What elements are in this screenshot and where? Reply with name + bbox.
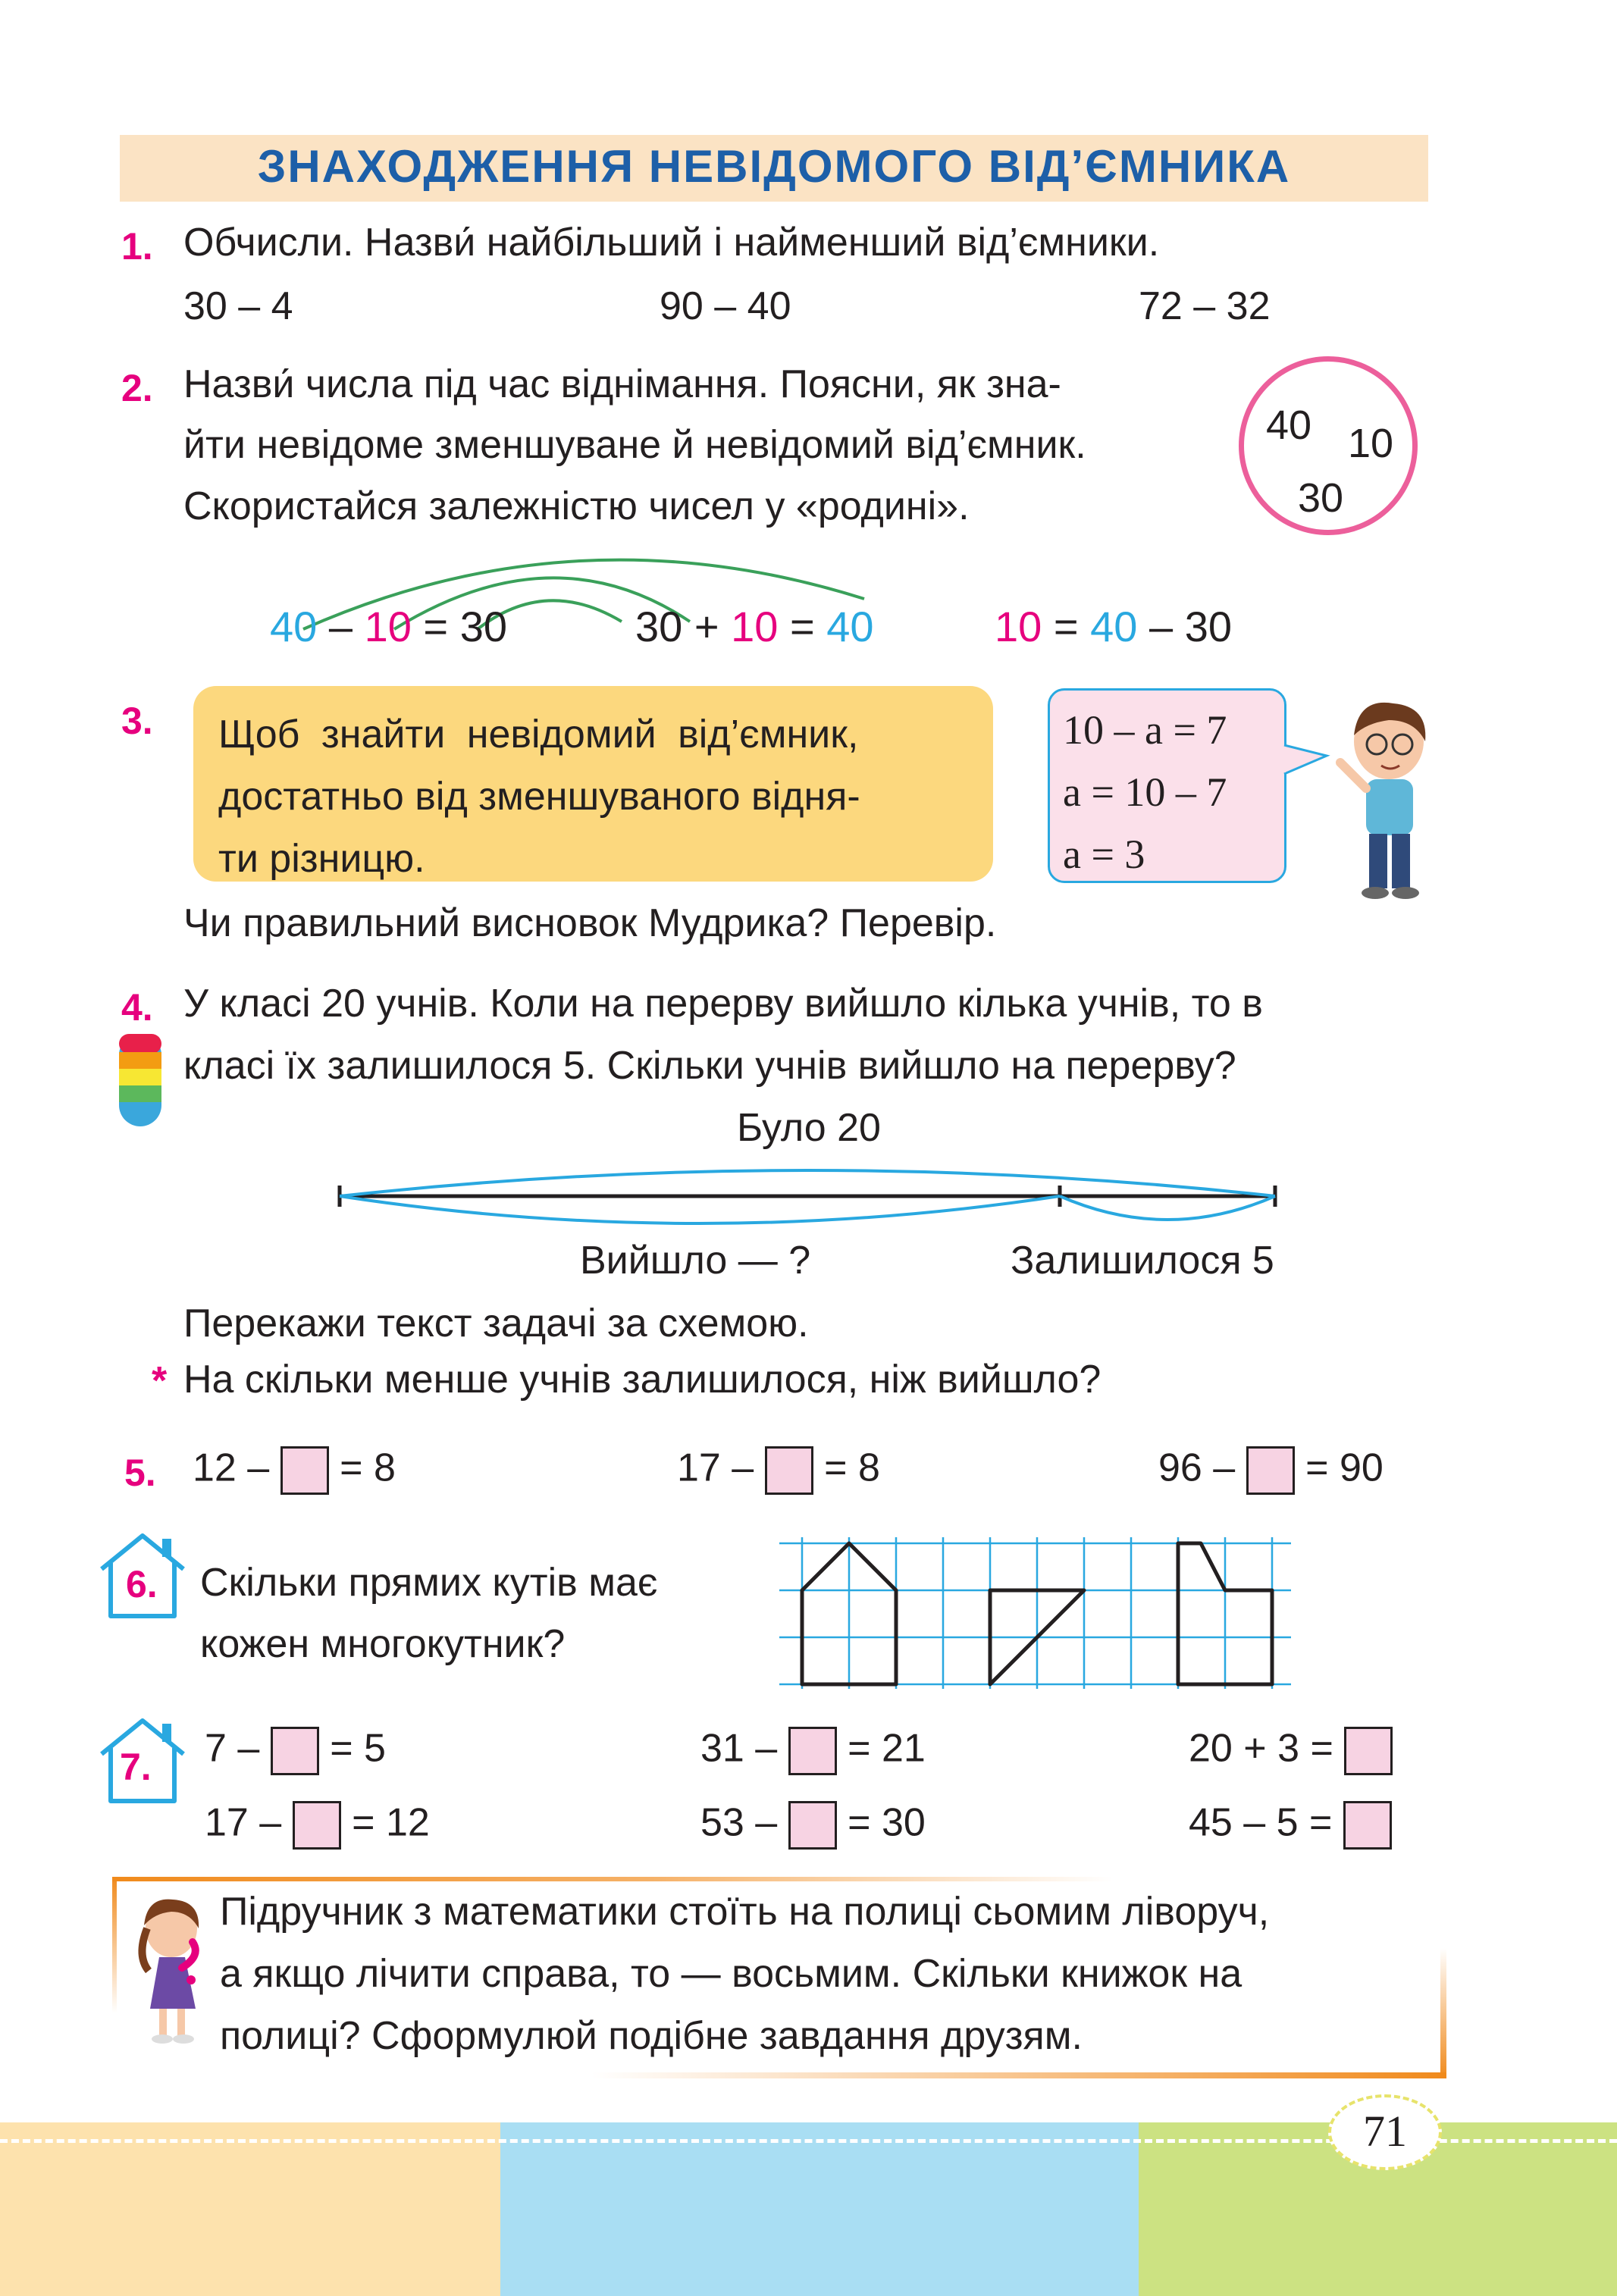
- task2-line-1: Назви́ числа під час віднімання. Поясни, як зна-: [183, 362, 1061, 406]
- answer-box[interactable]: [293, 1801, 341, 1850]
- polygons-grid: [779, 1537, 1291, 1689]
- puzzle-line-1: Підручник з математики стоїть на полиці сьомим ліворуч,: [220, 1890, 1270, 1934]
- task7-ex-2: 31 – = 21: [700, 1727, 926, 1775]
- answer-box[interactable]: [1246, 1446, 1295, 1495]
- task4-number: 4.: [121, 986, 153, 1029]
- task3-number: 3.: [121, 700, 153, 742]
- task7-ex-6: 45 – 5 =: [1189, 1801, 1392, 1850]
- scheme-label-total: Було 20: [737, 1106, 881, 1150]
- circle-number-40: 40: [1266, 403, 1312, 448]
- bubble-line-1: 10 – a = 7: [1063, 707, 1227, 753]
- puzzle-line-3: полиці? Сформулюй подібне завдання друзям.: [220, 2014, 1083, 2058]
- task1-ex-1: 30 – 4: [183, 284, 293, 328]
- task4-extra: На скільки менше учнів залишилося, ніж вийшло?: [183, 1358, 1102, 1402]
- task7-number: 7.: [120, 1746, 152, 1788]
- answer-box[interactable]: [280, 1446, 329, 1495]
- task4-retell: Перекажи текст задачі за схемою.: [183, 1301, 809, 1345]
- task5-ex-3: 96 – = 90: [1158, 1446, 1384, 1495]
- puzzle-line-2: а якщо лічити справа, то — восьмим. Скільки книжок на: [220, 1952, 1243, 1996]
- difficulty-level-icon: [118, 1032, 165, 1129]
- star-marker: *: [152, 1359, 168, 1403]
- answer-box[interactable]: [788, 1727, 837, 1775]
- puzzle-left-border: [112, 1877, 117, 2013]
- bubble-text: [1063, 699, 1227, 885]
- footer-band-left: [0, 2122, 500, 2296]
- equation-2: 30 + 10 = 40: [635, 603, 874, 650]
- task4-line-2: класі їх залишилося 5. Скільки учнів вийшло на перерву?: [183, 1044, 1236, 1088]
- girl-character-icon: [129, 1895, 212, 2047]
- task6-line-1: Скільки прямих кутів має: [200, 1561, 658, 1605]
- equation-1: 40 – 10 = 30: [270, 603, 507, 650]
- answer-box[interactable]: [1343, 1801, 1392, 1850]
- task7-ex-3: 20 + 3 =: [1189, 1727, 1393, 1775]
- answer-box[interactable]: [788, 1801, 837, 1850]
- task2-number: 2.: [121, 367, 153, 409]
- task6-line-2: кожен многокутник?: [200, 1622, 566, 1666]
- answer-box[interactable]: [765, 1446, 813, 1495]
- bubble-line-2: a = 10 – 7: [1063, 769, 1227, 815]
- rule-line-3: ти різницю.: [218, 837, 425, 881]
- task7-ex-4: 17 – = 12: [205, 1801, 430, 1850]
- task1-ex-2: 90 – 40: [660, 284, 791, 328]
- answer-box[interactable]: [1344, 1727, 1393, 1775]
- equation-3: 10 = 40 – 30: [995, 603, 1232, 650]
- task5-number: 5.: [124, 1452, 156, 1494]
- task5-ex-2: 17 – = 8: [677, 1446, 880, 1495]
- task5-ex-1: 12 – = 8: [193, 1446, 396, 1495]
- page-title: ЗНАХОДЖЕННЯ НЕВІДОМОГО ВІД’ЄМНИКА: [257, 141, 1291, 192]
- task1-number: 1.: [121, 225, 153, 268]
- task7-ex-5: 53 – = 30: [700, 1801, 926, 1850]
- task6-number: 6.: [126, 1563, 158, 1605]
- task4-line-1: У класі 20 учнів. Коли на перерву вийшло кілька учнів, то в: [183, 982, 1263, 1026]
- scheme-label-left: Вийшло — ?: [580, 1239, 811, 1283]
- task3-question: Чи правильний висновок Мудрика? Перевір.: [183, 901, 997, 945]
- task2-line-3: Скористайся залежністю чисел у «родині».: [183, 484, 970, 528]
- boy-character-icon: [1336, 697, 1442, 902]
- rule-line-2: достатньо від зменшуваного відня-: [218, 775, 860, 819]
- page-number: 71: [1328, 2094, 1442, 2170]
- task1-ex-3: 72 – 32: [1139, 284, 1271, 328]
- bubble-line-3: a = 3: [1063, 832, 1145, 877]
- speech-bubble-tail: [1281, 739, 1334, 785]
- puzzle-top-border: [112, 1877, 1446, 1881]
- task2-line-2: йти невідоме зменшуване й невідомий від’ємник.: [183, 423, 1086, 467]
- scheme-diagram: [326, 1152, 1289, 1228]
- puzzle-right-border: [1440, 1948, 1446, 2078]
- rule-text: [218, 703, 860, 890]
- circle-number-10: 10: [1348, 421, 1394, 466]
- puzzle-bottom-border: [591, 2072, 1446, 2078]
- rule-line-1: Щоб знайти невідомий від’ємник,: [218, 713, 859, 756]
- task7-ex-1: 7 – = 5: [205, 1727, 386, 1775]
- task1-text: Обчисли. Назви́ найбільший і найменший від’ємники.: [183, 221, 1160, 265]
- circle-number-30: 30: [1298, 475, 1344, 521]
- scheme-label-right: Залишилося 5: [1011, 1239, 1274, 1283]
- footer-band-middle: [500, 2122, 1139, 2296]
- answer-box[interactable]: [271, 1727, 319, 1775]
